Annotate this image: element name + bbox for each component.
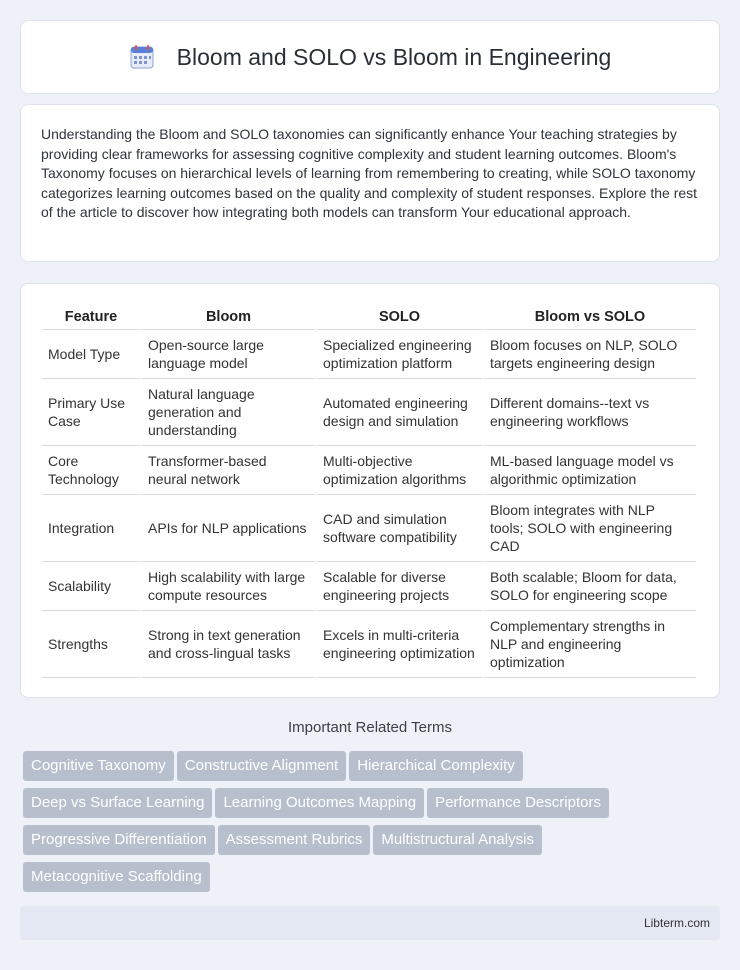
title-card [20,20,720,94]
table-cell: Multi-objective optimization algorithms [317,446,482,495]
intro-text: Understanding the Bloom and SOLO taxonomies can significantly enhance Your teaching strategies by providing clear frameworks for assessing cognitive complexity and student learning outcomes. Bloom's Taxonomy focuses on hierarchical levels of learning from remembering to creating, while SOLO taxonomy categorizes learning outcomes based on the quality and complexity of student responses. Explore the rest of the article to discover how integrating both models can transform Your educational approach. [41,126,698,220]
table-cell: High scalability with large compute resources [142,562,315,611]
table-row [42,495,696,562]
table-cell: Scalable for diverse engineering projects [317,562,482,611]
table-header-row [42,304,696,330]
table-row [42,379,696,446]
related-term-tag[interactable]: Multistructural Analysis [373,825,542,855]
table-cell: Different domains--text vs engineering workflows [484,379,696,446]
table-cell: Open-source large language model [142,330,315,379]
header-bloom: Bloom [142,304,315,330]
table-row [42,330,696,379]
related-term-tag[interactable]: Hierarchical Complexity [349,751,523,781]
header-bloom-vs-solo: Bloom vs SOLO [484,304,696,330]
table-cell: ML-based language model vs algorithmic optimization [484,446,696,495]
related-term-tag[interactable]: Progressive Differentiation [23,825,215,855]
table-cell: Both scalable; Bloom for data, SOLO for engineering scope [484,562,696,611]
related-term-tag[interactable]: Constructive Alignment [177,751,346,781]
table-cell: APIs for NLP applications [142,495,315,562]
table-cell: Automated engineering design and simulation [317,379,482,446]
table-cell: Complementary strengths in NLP and engineering optimization [484,611,696,678]
page-title: Bloom and SOLO vs Bloom in Engineering [176,43,612,70]
table-cell: Core Technology [42,446,140,495]
table-cell: Scalability [42,562,140,611]
table-cell: Model Type [42,330,140,379]
table-cell: Transformer-based neural network [142,446,315,495]
related-term-tag[interactable]: Learning Outcomes Mapping [215,788,424,818]
intro-card [20,104,720,262]
table-row [42,562,696,611]
table-cell: Excels in multi-criteria engineering optimization [317,611,482,678]
table-cell: Natural language generation and understanding [142,379,315,446]
related-terms-title: Important Related Terms [288,719,452,736]
header-feature: Feature [42,304,140,330]
footer-site-link[interactable]: Libterm.com [643,916,710,930]
table-cell: Primary Use Case [42,379,140,446]
comparison-table-card [20,283,720,698]
related-term-tag[interactable]: Metacognitive Scaffolding [23,862,210,892]
table-cell: Specialized engineering optimization platform [317,330,482,379]
calendar-icon [129,44,155,70]
related-term-tag[interactable]: Performance Descriptors [427,788,609,818]
related-terms-list [23,751,713,899]
header-solo: SOLO [317,304,482,330]
table-cell: Strengths [42,611,140,678]
related-term-tag[interactable]: Deep vs Surface Learning [23,788,212,818]
table-cell: Integration [42,495,140,562]
table-row [42,611,696,678]
related-term-tag[interactable]: Assessment Rubrics [218,825,371,855]
related-term-tag[interactable]: Cognitive Taxonomy [23,751,174,781]
table-cell: Strong in text generation and cross-lingual tasks [142,611,315,678]
table-cell: Bloom integrates with NLP tools; SOLO with engineering CAD [484,495,696,562]
table-cell: CAD and simulation software compatibility [317,495,482,562]
table-cell: Bloom focuses on NLP, SOLO targets engineering design [484,330,696,379]
footer [20,906,720,940]
comparison-table [40,304,698,678]
table-row [42,446,696,495]
